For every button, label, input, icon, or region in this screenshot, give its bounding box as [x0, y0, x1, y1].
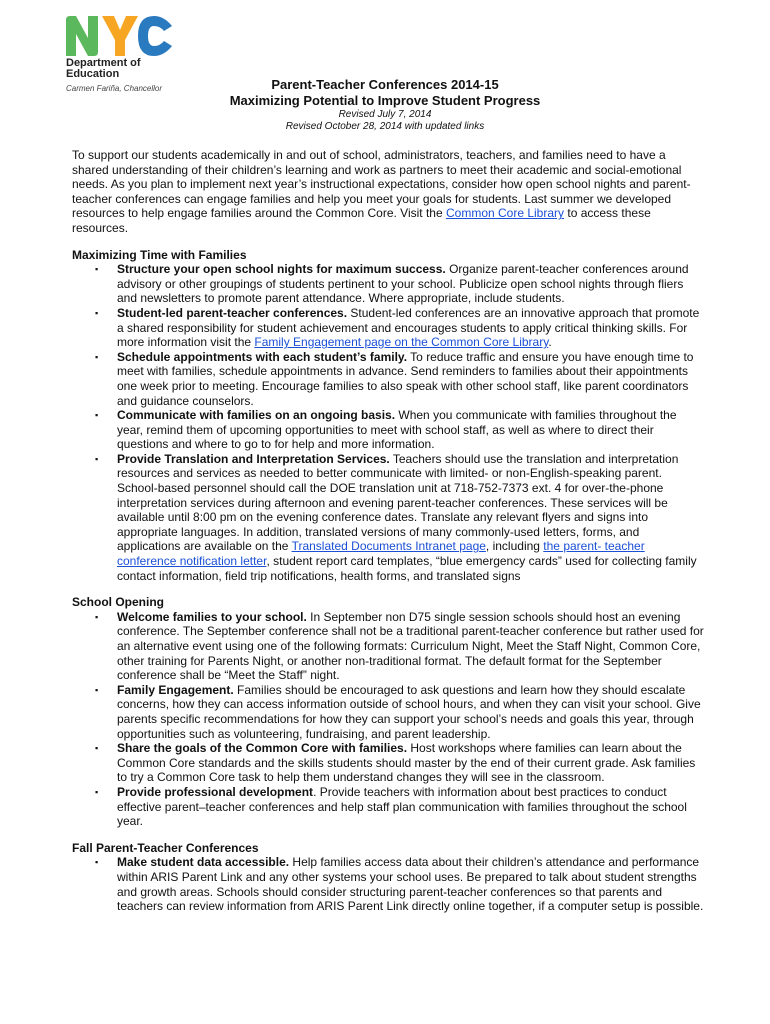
- translated-documents-link[interactable]: Translated Documents Intranet page: [291, 539, 486, 554]
- list-item: [72, 785, 704, 829]
- bullet-icon: ▪: [95, 684, 99, 695]
- item-text: Organize parent-teacher conferences around advisory or other groupings of students pertinent to your school. Publicize open school nights through fliers and newsletters to promote parent attendance. Where appropriate, include students.: [117, 262, 689, 306]
- document-header: [0, 77, 770, 133]
- item-lead: Schedule appointments with each student’s family.: [117, 349, 408, 364]
- department-line-2: Education: [66, 68, 120, 80]
- bullet-icon: ▪: [95, 410, 99, 421]
- list-item: [72, 262, 704, 306]
- item-lead: Structure your open school nights for maximum success.: [117, 262, 446, 277]
- item-text-end: , student report card templates, “blue emergency cards” used for collecting family contact information, field trip notifications, health forms, and translated signs: [117, 554, 697, 583]
- item-text: Host workshops where families can learn about the Common Core standards and the skills students should master by the end of their current grade. Ask families to try a Common Core task to help them understand changes they will see in the classroom.: [117, 741, 696, 785]
- item-text: Teachers should use the translation and interpretation resources and services as needed to better communicate with limited- or non-English-speaking parent. School-based personnel should call the DOE translation unit at 718-752-7373 ext. 4 for over-the-phone interpretation services during afternoon and evening parent-teacher conferences. These services will be available until 8:00 pm on the evening conference dates. Translate any relevant flyers and signs into appropriate languages. In addition, translated versions of many commonly-used letters, forms, and applications are available on the: [117, 451, 679, 554]
- notification-letter-link[interactable]: the parent- teacher conference notification letter: [117, 539, 645, 569]
- item-text: . Provide teachers with information about best practices to conduct effective parent–teacher conferences and help staff plan communication with families throughout the school year.: [117, 784, 687, 829]
- common-core-library-link[interactable]: Common Core Library: [445, 206, 565, 221]
- list-item: [72, 408, 704, 452]
- bullet-icon: ▪: [95, 351, 99, 362]
- item-text-mid: , including: [485, 539, 544, 554]
- list-item: [72, 741, 704, 785]
- item-lead: Share the goals of the Common Core with families.: [117, 741, 408, 756]
- chancellor-name: Carmen Fariña, Chancellor: [66, 84, 163, 93]
- list-item: [72, 452, 704, 583]
- document-subtitle: Maximizing Potential to Improve Student Progress: [229, 93, 541, 108]
- bullet-icon: ▪: [95, 611, 99, 622]
- bullet-icon: ▪: [95, 786, 99, 797]
- item-lead: Make student data accessible.: [117, 855, 290, 870]
- bullet-icon: ▪: [95, 264, 99, 275]
- section-heading-fall: Fall Parent-Teacher Conferences: [72, 840, 259, 855]
- list-item: [72, 855, 704, 913]
- item-lead: Family Engagement.: [117, 682, 234, 697]
- section-heading-opening: School Opening: [72, 595, 164, 610]
- intro-text: To support our students academically in and out of school, administrators, teachers, and families need to have a shared understanding of their children’s learning and work as partners to meet their academic and social-emotional needs. As you plan to implement next year’s instructional expectations, consider how open school nights and parent-teacher conferences can engage families and help you meet your goals for students. Last summer we developed resources to help engage families around the Common Core. Visit the: [72, 148, 691, 221]
- nyc-logo-mark: [64, 14, 174, 58]
- item-lead: Communicate with families on an ongoing basis.: [117, 408, 396, 423]
- list-item: [72, 306, 704, 350]
- list-item: [72, 683, 704, 741]
- item-lead: Welcome families to your school.: [117, 609, 307, 624]
- bullet-icon: ▪: [95, 857, 99, 868]
- item-text: When you communicate with families throughout the year, remind them of upcoming opportunities to meet with school staff, as well as where to direct their questions and where to go to for help and more information.: [117, 408, 677, 452]
- intro-paragraph: [72, 148, 704, 236]
- section-heading-maximizing: Maximizing Time with Families: [72, 247, 247, 262]
- revision-note-2: Revised October 28, 2014 with updated links: [285, 121, 485, 132]
- item-text: In September non D75 single session schools should host an evening conference. The September conference shall not be a traditional parent-teacher conference but rather used for an alternative event using one of the following formats: Curriculum Night, Meet the Staff Night, Common Core, other training for Parents Night, or another non-traditional format. The default format for the September conference shall be “Meet the Staff” night.: [117, 609, 704, 683]
- list-item: [72, 350, 704, 408]
- fall-list: [72, 855, 704, 913]
- logo-letter-y: [102, 16, 138, 56]
- item-text: Families should be encouraged to ask questions and learn how they should escalate concerns, how they can access information outside of school hours, and when they can visit your school. Give parents specific recommendations for how they can support your school’s needs and goals this year, through opportunities such as volunteering, fundraising, and parent leadership.: [117, 682, 701, 741]
- item-text: Student-led conferences are an innovative approach that promote a shared responsibility for student achievement and encourages students to apply critical thinking skills. For more information visit the: [117, 305, 700, 350]
- item-lead: Provide Translation and Interpretation Services.: [117, 451, 390, 466]
- bullet-icon: ▪: [95, 307, 99, 318]
- maximizing-list: [72, 262, 704, 583]
- list-item: [72, 610, 704, 683]
- item-text: Help families access data about their children’s attendance and performance within ARIS Parent Link and any other systems your school uses. Be prepared to talk about student strengths and growth areas. Schools should consider structuring parent-teacher conferences so that parents and teachers can review information from ARIS Parent Link directly online together, if a computer setup is possible.: [117, 855, 704, 914]
- intro-text-end: to access these resources.: [72, 206, 651, 235]
- item-lead: Provide professional development: [117, 784, 314, 799]
- item-lead: Student-led parent-teacher conferences.: [117, 305, 348, 320]
- document-title: Parent-Teacher Conferences 2014-15: [271, 77, 499, 92]
- bullet-icon: ▪: [95, 453, 99, 464]
- family-engagement-link[interactable]: Family Engagement page on the Common Core Library: [254, 335, 549, 350]
- item-text-end: .: [548, 335, 552, 350]
- logo-letter-n: [66, 16, 98, 56]
- document-body: [72, 148, 704, 926]
- opening-list: [72, 610, 704, 829]
- revision-note-1: Revised July 7, 2014: [338, 109, 432, 120]
- item-text: To reduce traffic and ensure you have enough time to meet with families, schedule appointments in advance. Send reminders to families about their appointments one week prior to meeting. Encourage families to also speak with other school staff, like parent coordinators and guidance counselors.: [117, 349, 694, 408]
- logo-letter-c: [138, 16, 172, 56]
- bullet-icon: ▪: [95, 743, 99, 754]
- department-line-1: Department of: [66, 57, 141, 69]
